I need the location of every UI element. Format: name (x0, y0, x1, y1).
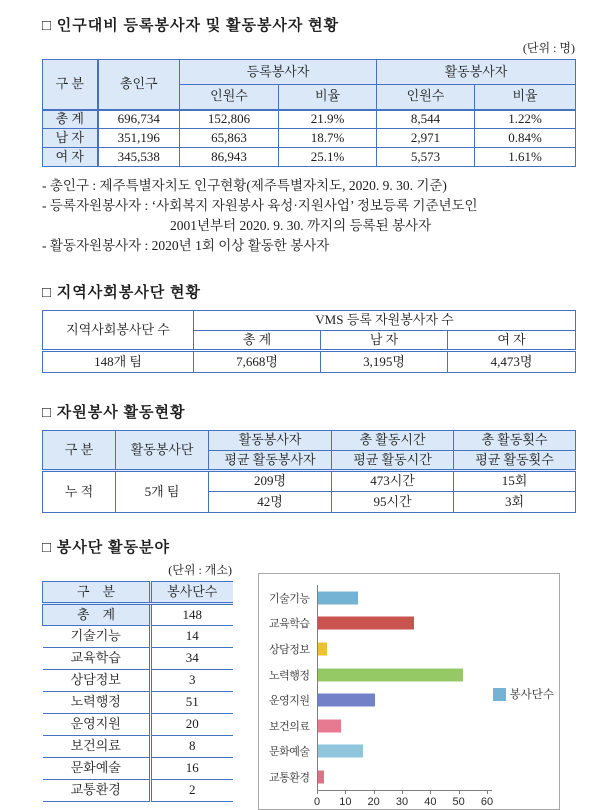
axis-tick-label: 10 (339, 796, 352, 808)
row-label: 남 자 (43, 129, 98, 148)
table-row (43, 736, 233, 758)
community-corps-table (42, 310, 576, 373)
axis-tick (487, 791, 488, 794)
cell-reg-count: 65,863 (180, 129, 279, 148)
total-label: 총 계 (43, 604, 151, 626)
field-label: 보건의료 (43, 736, 151, 758)
field-value: 34 (151, 648, 233, 670)
footnote-line: - 등록자원봉사자 : ‘사회복지 자원봉사 육성·지원사업’ 정보등록 기준년도인 (42, 198, 478, 213)
field-value: 8 (151, 736, 233, 758)
table-row (43, 714, 233, 736)
chart-category-label: 상담정보 (269, 643, 310, 656)
th-act-ratio: 비율 (475, 85, 576, 110)
th-group: 구 분 (43, 431, 116, 471)
chart-x-axis (313, 790, 494, 808)
th-volunteers: 활동봉사자 (209, 431, 332, 451)
chart-bar-track (317, 764, 487, 790)
chart-category-label: 기술기능 (269, 592, 310, 605)
field-value: 20 (151, 714, 233, 736)
axis-tick (345, 791, 346, 794)
chart-category-label: 보건의료 (269, 720, 310, 733)
population-volunteer-table (42, 59, 576, 167)
field-label: 교육학습 (43, 648, 151, 670)
cell-population: 345,538 (98, 148, 180, 167)
section3-title: □ 자원봉사 활동현황 (42, 405, 186, 421)
chart-rows (269, 585, 487, 790)
chart-bar (318, 745, 363, 758)
chart-category-label: 문화예술 (269, 746, 310, 759)
chart-bar (318, 591, 358, 604)
cell-act-count: 8,544 (377, 110, 475, 129)
cell-reg-count: 152,806 (180, 110, 279, 129)
chart-bar (318, 642, 327, 655)
chart-bar-row (269, 585, 487, 611)
chart-legend (493, 686, 554, 702)
chart-bar-row (269, 662, 487, 688)
cell-male: 3,195명 (321, 351, 448, 373)
axis-tick-label: 50 (452, 796, 465, 808)
th-times: 총 활동횟수 (454, 431, 576, 451)
table-row (43, 758, 233, 780)
axis-tick-label: 30 (395, 796, 409, 808)
axis-tick (317, 791, 318, 794)
th-hours-avg: 평균 활동시간 (332, 451, 454, 471)
footnote-line: 2001년부터 2020. 9. 30. 까지의 등록된 봉사자 (170, 218, 432, 233)
chart-bar-track (317, 662, 487, 688)
axis-tick-label: 40 (424, 796, 437, 808)
table-row (43, 110, 576, 129)
field-value: 2 (151, 780, 233, 802)
activity-field-chart (258, 573, 560, 810)
field-value: 3 (151, 670, 233, 692)
cell-times: 15회 (454, 471, 576, 492)
chart-category-label: 교통환경 (269, 771, 310, 784)
th-total: 총 계 (194, 331, 321, 351)
th-active: 활동봉사자 (377, 60, 576, 85)
chart-bar-track (317, 611, 487, 637)
chart-bar-track (317, 585, 487, 611)
chart-bar-track (317, 636, 487, 662)
table-row (43, 148, 576, 167)
chart-bar-row (269, 739, 487, 765)
table-row (43, 129, 576, 148)
row-label: 총 계 (43, 110, 98, 129)
cell-act-count: 5,573 (377, 148, 475, 167)
section1-title: □ 인구대비 등록봉사자 및 활동봉사자 현황 (42, 18, 340, 34)
th-reg-count: 인원수 (180, 85, 279, 110)
th-corps-count: 봉사단수 (151, 582, 233, 604)
cell-reg-count: 86,943 (180, 148, 279, 167)
cell-reg-ratio: 18.7% (279, 129, 377, 148)
chart-bar (318, 719, 341, 732)
cell-teams: 148개 팀 (43, 351, 194, 373)
table-row (43, 670, 233, 692)
field-label: 문화예술 (43, 758, 151, 780)
th-corps-count: 지역사회봉사단 수 (43, 311, 194, 351)
cell-vol: 42명 (209, 492, 332, 513)
axis-tick (459, 791, 460, 794)
activity-field-table (42, 581, 233, 802)
bottom-section (42, 561, 601, 810)
total-value: 148 (151, 604, 233, 626)
cell-act-ratio: 1.22% (475, 110, 576, 129)
th-reg-ratio: 비율 (279, 85, 377, 110)
legend-label: 봉사단수 (509, 689, 554, 701)
th-volunteers-avg: 평균 활동봉사자 (209, 451, 332, 471)
section4-unit: (단위 : 개소) (168, 563, 232, 577)
field-label: 기술기능 (43, 626, 151, 648)
chart-bar-row (269, 636, 487, 662)
field-label: 노력행정 (43, 692, 151, 714)
cell-hours: 95시간 (332, 492, 454, 513)
row-label: 누 적 (43, 471, 116, 513)
th-vms: VMS 등록 자원봉사자 수 (194, 311, 576, 331)
th-group: 구 분 (43, 60, 98, 110)
th-population: 총인구 (98, 60, 180, 110)
th-corps: 활동봉사단 (116, 431, 209, 471)
axis-tick-label: 20 (367, 796, 380, 808)
chart-bar (318, 617, 414, 630)
legend-swatch-icon (493, 688, 506, 701)
footnote-line: - 활동자원봉사자 : 2020년 1회 이상 활동한 봉사자 (42, 238, 330, 253)
cell-population: 351,196 (98, 129, 180, 148)
table-row (43, 692, 233, 714)
table-row (43, 626, 233, 648)
field-value: 51 (151, 692, 233, 714)
cell-population: 696,734 (98, 110, 180, 129)
cell-hours: 473시간 (332, 471, 454, 492)
chart-bar-row (269, 713, 487, 739)
table-row (43, 351, 576, 373)
chart-category-label: 운영지원 (269, 695, 310, 708)
table-row (43, 648, 233, 670)
section1-unit: (단위 : 명) (522, 41, 575, 55)
cell-times: 3회 (454, 492, 576, 513)
th-male: 남 자 (321, 331, 448, 351)
axis-tick (430, 791, 431, 794)
chart-category-label: 노력행정 (269, 669, 310, 682)
field-label: 운영지원 (43, 714, 151, 736)
footnotes (42, 176, 575, 256)
chart-bar-track (317, 713, 487, 739)
cell-act-ratio: 1.61% (475, 148, 576, 167)
cell-total: 7,668명 (194, 351, 321, 373)
field-table-column (42, 561, 232, 810)
th-act-count: 인원수 (377, 85, 475, 110)
row-label: 여 자 (43, 148, 98, 167)
chart-bar-track (317, 687, 487, 713)
th-female: 여 자 (448, 331, 576, 351)
table-row (43, 471, 576, 492)
axis-tick (402, 791, 403, 794)
cell-act-count: 2,971 (377, 129, 475, 148)
th-registered: 등록봉사자 (180, 60, 377, 85)
chart-bar (318, 668, 463, 681)
chart-bar-row (269, 687, 487, 713)
activity-status-table (42, 430, 576, 513)
th-hours: 총 활동시간 (332, 431, 454, 451)
axis-tick-label: 60 (480, 796, 494, 808)
cell-female: 4,473명 (448, 351, 576, 373)
chart-bar-row (269, 611, 487, 637)
axis-tick (374, 791, 375, 794)
cell-vol: 209명 (209, 471, 332, 492)
table-row-total (43, 604, 233, 626)
cell-reg-ratio: 21.9% (279, 110, 377, 129)
field-value: 16 (151, 758, 233, 780)
th-field: 구 분 (43, 582, 151, 604)
chart-category-label: 교육학습 (269, 618, 310, 631)
field-label: 상담정보 (43, 670, 151, 692)
footnote-line: - 총인구 : 제주특별자치도 인구현황(제주특별자치도, 2020. 9. 30. 기준) (42, 178, 447, 193)
table-row (43, 780, 233, 802)
section2-title: □ 지역사회봉사단 현황 (42, 285, 201, 301)
chart-bar (318, 770, 324, 783)
field-label: 교통환경 (43, 780, 151, 802)
cell-reg-ratio: 25.1% (279, 148, 377, 167)
field-value: 14 (151, 626, 233, 648)
th-times-avg: 평균 활동횟수 (454, 451, 576, 471)
chart-bar (318, 694, 375, 707)
cell-teams: 5개 팀 (116, 471, 209, 513)
chart-bar-track (317, 739, 487, 765)
chart-bar-row (269, 764, 487, 790)
axis-tick-label: 0 (313, 796, 321, 808)
section4-title: □ 봉사단 활동분야 (42, 540, 170, 556)
cell-act-ratio: 0.84% (475, 129, 576, 148)
